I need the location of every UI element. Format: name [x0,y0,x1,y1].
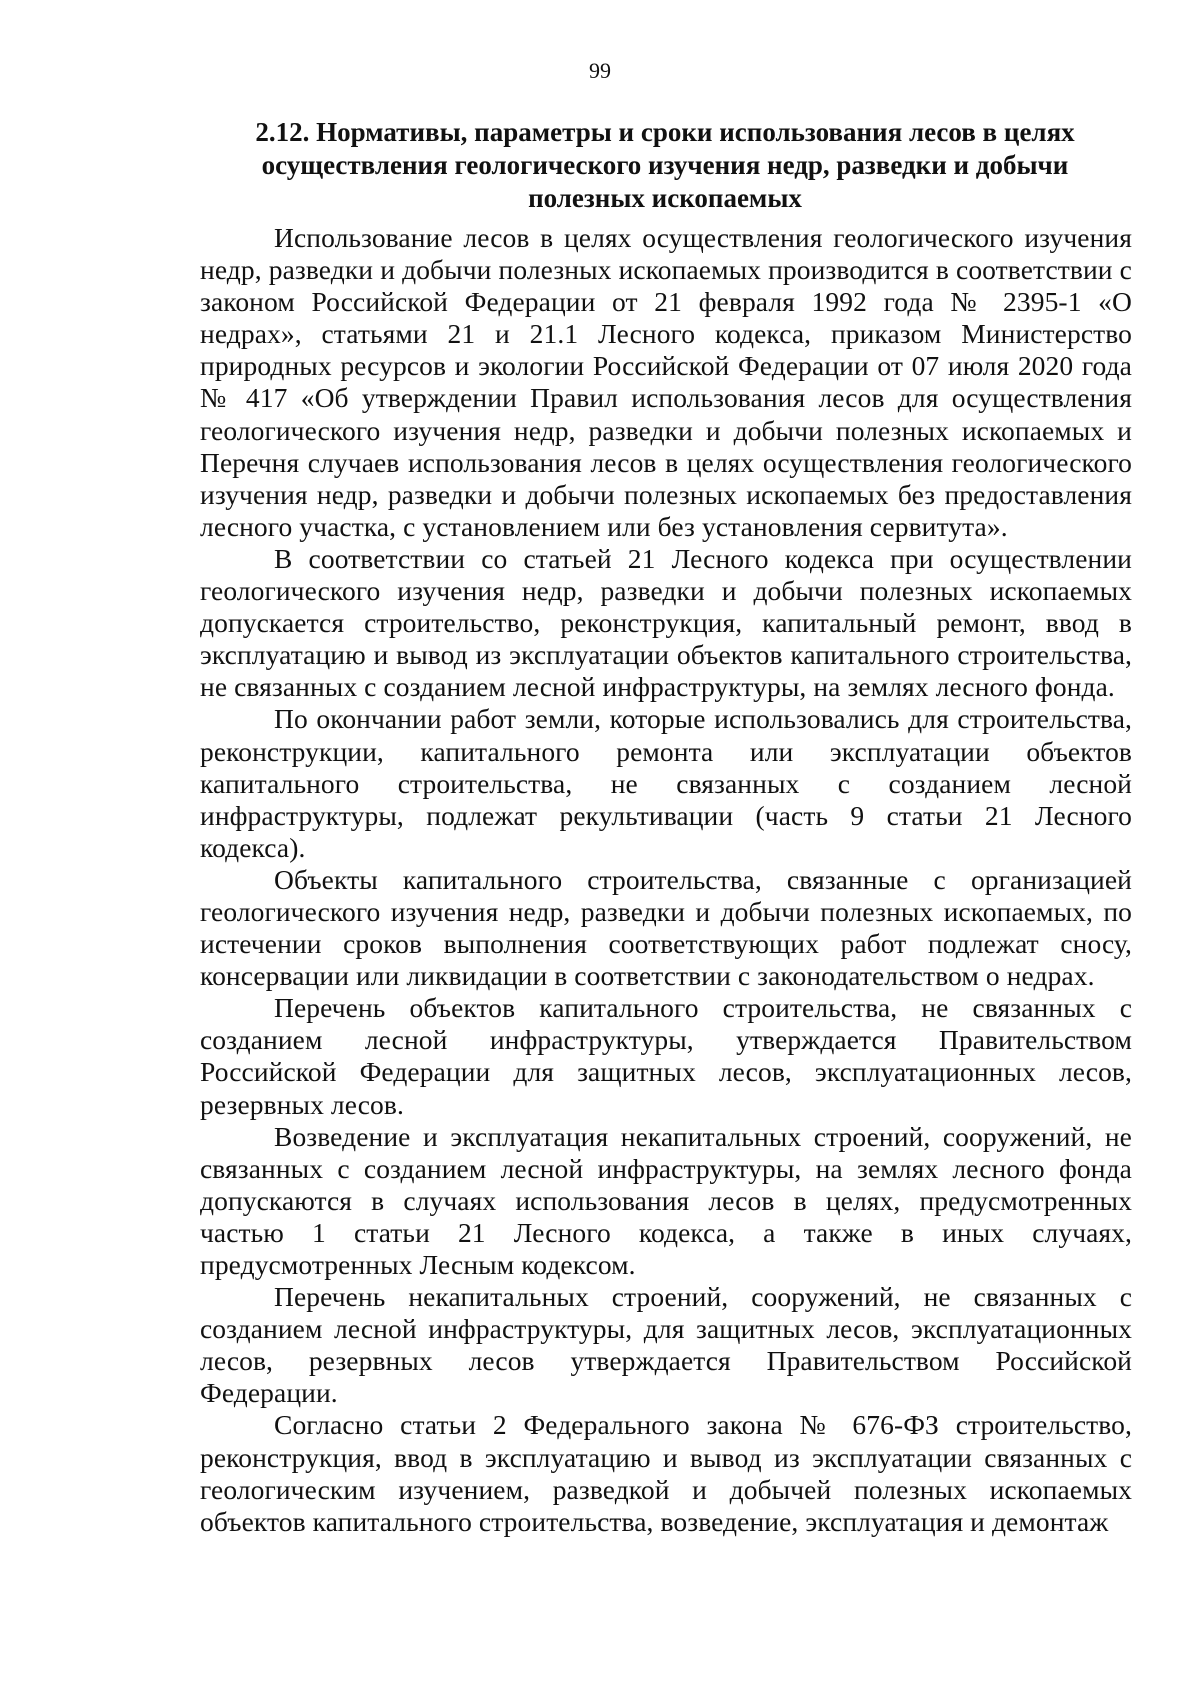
page-number: 99 [589,58,611,83]
paragraph: Перечень объектов капитального строительства, не связанных с созданием лесной инфраструктуры, утверждается Правительством Российской Федерации для защитных лесов, эксплуатационных лесов, резервных лесов. [200,992,1132,1120]
document-body [200,222,1132,1538]
paragraph: В соответствии со статьей 21 Лесного кодекса при осуществлении геологического изучения недр, разведки и добычи полезных ископаемых допускается строительство, реконструкция, капитальный ремонт, ввод в эксплуатацию и вывод из эксплуатации объектов капитального строительства, не связанных с созданием лесной инфраструктуры, на землях лесного фонда. [200,542,1132,703]
paragraph: Перечень некапитальных строений, сооружений, не связанных с созданием лесной инфраструктуры, для защитных лесов, эксплуатационных лесов, резервных лесов утверждается Правительством Российской Федерации. [200,1281,1132,1409]
paragraph: Возведение и эксплуатация некапитальных строений, сооружений, не связанных с созданием лесной инфраструктуры, на землях лесного фонда допускаются в случаях использования лесов в целях, предусмотренных частью 1 статьи 21 Лесного кодекса, а также в иных случаях, предусмотренных Лесным кодексом. [200,1120,1132,1280]
paragraph: Использование лесов в целях осуществления геологического изучения недр, разведки и добычи полезных ископаемых производится в соответствии с законом Российской Федерации от 21 февраля 1992 года № 2395-1 «О недрах», статьями 21 и 21.1 Лесного кодекса, приказом Министерство природных ресурсов и экологии Российской Федерации от 07 июля 2020 года № 417 «Об утверждении Правил использования лесов для осуществления геологического изучения недр, разведки и добычи полезных ископаемых и Перечня случаев использования лесов в целях осуществления геологического изучения недр, разведки и добычи полезных ископаемых без предоставления лесного участка, с установлением или без установления сервитута». [200,222,1132,542]
paragraph: Объекты капитального строительства, связанные с организацией геологического изучения недр, разведки и добычи полезных ископаемых, по истечении сроков выполнения соответствующих работ подлежат сносу, консервации или ликвидации в соответствии с законодательством о недрах. [200,863,1132,992]
paragraph: Согласно статьи 2 Федерального закона № 676-ФЗ строительство, реконструкция, ввод в эксплуатацию и вывод из эксплуатации связанных с геологическим изучением, разведкой и добычей полезных ископаемых объектов капитального строительства, возведение, эксплуатация и демонтаж [200,1409,1132,1537]
paragraph: По окончании работ земли, которые использовались для строительства, реконструкции, капитального ремонта или эксплуатации объектов капитального строительства, не связанных с созданием лесной инфраструктуры, подлежат рекультивации (часть 9 статьи 21 Лесного кодекса). [200,703,1132,863]
section-heading: 2.12. Нормативы, параметры и сроки использования лесов в целях осуществления геологического изучения недр, разведки и добычи полезных ископаемых [255,117,1075,213]
